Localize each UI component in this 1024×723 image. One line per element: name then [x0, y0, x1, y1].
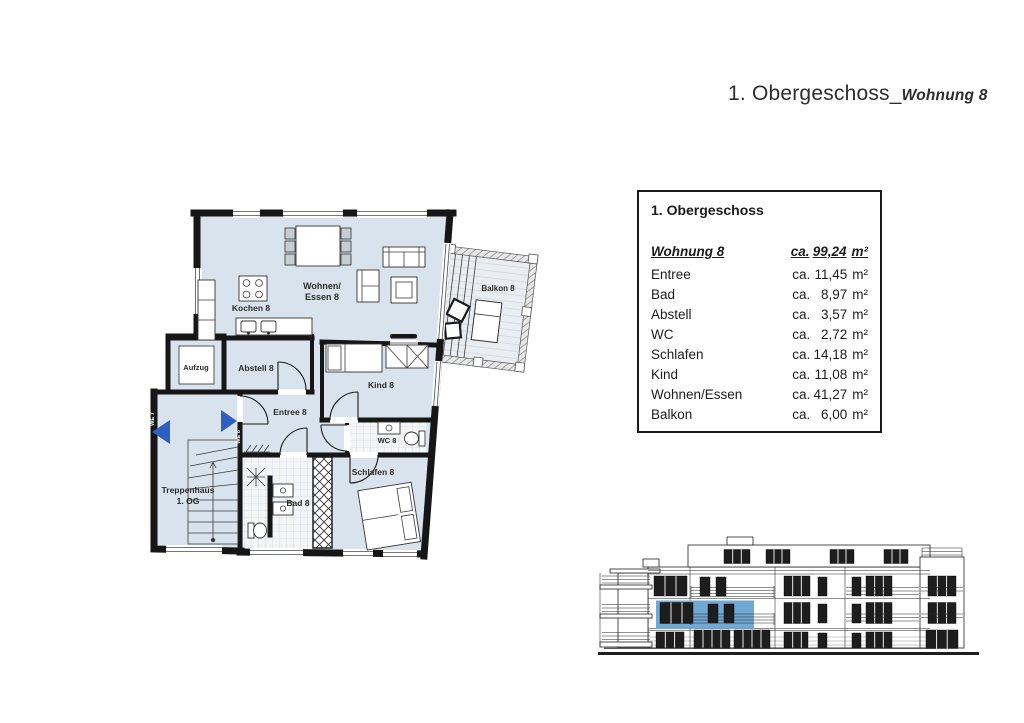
floor-plan	[150, 208, 538, 559]
area-row	[651, 345, 868, 365]
area-prefix: ca.	[792, 387, 811, 402]
label-balkon: Balkon 8	[481, 284, 515, 293]
sink-icon	[236, 318, 312, 335]
room-name: Abstell	[651, 307, 692, 322]
sliding-door-icon	[390, 334, 417, 339]
label-kind: Kind 8	[368, 380, 394, 390]
label-schlafen: Schlafen 8	[351, 467, 395, 477]
area-unit: m²	[852, 327, 868, 342]
area-value: 11,08	[814, 367, 848, 382]
area-row	[651, 325, 868, 345]
area-value: 99,24	[812, 244, 847, 259]
label-treppenhaus-1: Treppenhaus	[161, 485, 215, 495]
bedroom-furniture	[358, 482, 421, 550]
room-name: Schlafen	[651, 347, 704, 362]
single-bed-icon	[326, 344, 382, 372]
area-unit: m²	[852, 347, 868, 362]
stove-icon	[239, 276, 267, 301]
toilet-icon	[248, 523, 267, 538]
installation-shaft	[313, 457, 332, 548]
room-name: Balkon	[651, 407, 693, 422]
label-kochen: Kochen 8	[231, 303, 271, 313]
area-unit: m²	[852, 267, 868, 282]
area-unit: m²	[852, 387, 868, 402]
area-value: 11,45	[814, 267, 848, 282]
shower-icon	[247, 468, 265, 486]
page-title	[728, 82, 988, 106]
unit-name: Wohnung 8	[651, 244, 725, 259]
area-prefix: ca.	[792, 327, 811, 342]
kids-room-furniture	[326, 344, 428, 372]
area-unit: m²	[851, 244, 868, 259]
area-value: 14,18	[813, 347, 848, 362]
page-title-unit: Wohnung 8	[901, 87, 988, 104]
area-prefix: ca.	[792, 267, 811, 282]
page-title-main: 1. Obergeschoss_	[728, 82, 902, 105]
coffee-table-icon	[391, 277, 417, 303]
label-wc: WC 8	[377, 436, 397, 445]
area-unit: m²	[852, 407, 868, 422]
label-treppenhaus-2: 1. OG	[176, 496, 200, 506]
area-unit: m²	[852, 367, 868, 382]
area-row	[651, 405, 868, 425]
area-value: 6,00	[820, 407, 848, 422]
wc-toilet-icon	[405, 431, 426, 446]
area-table	[637, 190, 882, 433]
sofa-icon	[383, 247, 425, 267]
area-prefix: ca.	[792, 287, 811, 302]
room-name: WC	[651, 327, 674, 342]
area-row	[651, 285, 868, 305]
area-prefix: ca.	[790, 244, 810, 259]
label-abstell: Abstell 8	[238, 363, 274, 373]
area-row-total	[651, 242, 868, 262]
room-name: Bad	[651, 287, 676, 302]
dining-table-icon	[285, 226, 351, 266]
area-value: 3,57	[820, 307, 848, 322]
area-prefix: ca.	[792, 407, 811, 422]
room-name: Kind	[651, 367, 679, 382]
area-prefix: ca.	[792, 367, 811, 382]
area-row	[651, 385, 868, 405]
room-name: Wohnen/Essen	[651, 387, 743, 402]
label-wohnen-1: Wohnen/	[303, 281, 341, 291]
armchair-icon	[357, 270, 379, 302]
area-unit: m²	[852, 287, 868, 302]
wardrobe-icon	[386, 345, 428, 368]
area-unit: m²	[852, 307, 868, 322]
area-value: 41,27	[813, 387, 848, 402]
building-elevation	[598, 537, 979, 654]
label-wohnen-2: Essen 8	[304, 292, 340, 302]
area-value: 2,72	[820, 327, 848, 342]
label-aufzug: Aufzug	[183, 363, 209, 372]
label-we8: WE 8	[236, 430, 242, 444]
area-prefix: ca.	[792, 307, 811, 322]
area-row	[651, 365, 868, 385]
area-row	[651, 265, 868, 285]
label-bad: Bad 8	[286, 498, 310, 508]
room-name: Entree	[651, 267, 691, 282]
area-value: 8,97	[820, 287, 848, 302]
area-row	[651, 305, 868, 325]
area-prefix: ca.	[792, 347, 811, 362]
label-entree: Entree 8	[273, 407, 307, 417]
area-table-title: 1. Obergeschoss	[651, 202, 764, 218]
label-we7: WE 7	[150, 412, 156, 426]
